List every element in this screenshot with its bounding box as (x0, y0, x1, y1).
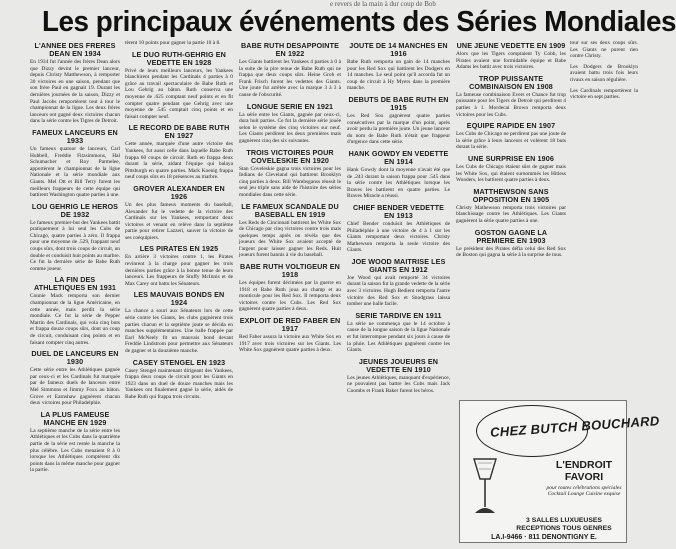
article-body: Red Faber assura la victoire aux White Sox en 1917 avec trois victoires sur les Giants. Les White Sox gagnèrent quatre parties à deux. (239, 334, 341, 354)
article-body: En 1934 fut l'année des frères Dean alors que Dizzy devint le premier lanceur, depuis Christy Matthewson, à remporter 30 victoires en une saison, pendant que son frère Paul en gagnait 19. Durant les dernières journées de la saison, Dizzy et Paul Jacobs remportèrent tout à tour le championnat de la ligue. Les deux frères lanceurs ont gagné deux victoires chacun dans la série contre les Tigres de Detroit. (30, 59, 120, 125)
ad-top-text: CHEZ (489, 422, 528, 440)
article-body: Babe Ruth remporta un gain de 14 manches pour les Red Sox qui battirent les Dodgers en 14 manches. Le seul point qu'il accorda fut un coup de circuit à Hy Myers dans la première manche. (347, 59, 450, 92)
article (347, 150, 450, 200)
article-title: LE FAMEUX SCANDALE DU BASEBALL EN 1919 (241, 201, 339, 219)
article-body: Un des plus fameux moments du baseball, Alexander fut le vedette de la victoire des Cardinals sur les Yankees, remportant deux victoires et venant en relève dans la septième partie pour retirer Lazzeri, sauver la victoire de ses coéquipiers. (125, 201, 233, 241)
article-body: Les Giants battirent les Yankees 4 parties à 0 à la suite de la pire tenue de Babe Ruth qui ne frappa que deux coups sûrs. Heine Groh et Frank Frisch furent les vedettes des Giants. Une joute fut arrêtée avec la marque 3 à 3 à cause de l'obscurité. (239, 59, 341, 98)
article (347, 258, 450, 308)
article-title: MATTHEWSON SANS OPPOSITION EN 1905 (472, 186, 550, 204)
column-1 (30, 40, 120, 478)
article (125, 51, 233, 121)
article (347, 96, 450, 146)
column-4 (347, 40, 450, 399)
article-title: LES MAUVAIS BONDS EN 1924 (133, 290, 225, 308)
article-title: TROIS VICTOIRES POUR COVELESKIE EN 1920 (246, 147, 334, 165)
article (30, 411, 120, 474)
article-title: CHIEF BENDER VEDETTE EN 1913 (352, 202, 445, 220)
article-body: Chief Bender conduisit les Athlétiques de Philadelphie à une victoire de 4 à 1 sur les Giants remportant deux victoires. Christy Mathewson remporta la seule victoire des Giants. (347, 220, 450, 254)
article (456, 42, 566, 71)
article-body: Privé de leurs meilleurs lanceurs, les Yankees blanchirent pendant les Cardinals 4 parties à 0 grâce au travail spectaculaire de Babe Ruth et Lou Gehrig au bâton. Ruth conserva une moyenne de .625 comptant neuf points et en fit compter quatre pendant que Gehrig avec une moyenne de .545 comptait cinq points et en faisait compter neuf. (125, 67, 233, 120)
article (456, 75, 566, 118)
article-body: Cette année, marquée d'une autre victoire des Yankees, fut aussi celle dans laquelle Babe Ruth frappa 60 coups de circuit. Ruth en frappa deux durant la série, aidant l'équipe qui balaya Pittsburgh en quatre parties. Mark Koenig frappa neuf coups sûrs en 18 présences au marbre. (125, 141, 233, 181)
article (30, 276, 120, 346)
article-title: LA PLUS FAMEUSE MANCHE EN 1929 (40, 409, 110, 427)
article-body: Les jeunes Athlétiques, manquant d'expérience, ne pouvaient pas battre les Cubs mais Jack Coombs et Frank Baker furent les héros. (347, 374, 450, 394)
article-body: Hank Gowdy dont la moyenne n'avait été que de .243 durant la saison frappa pour .545 dans la série contre les Athlétiques lorsque les Braves les battirent en quatre parties. Le Braves Miracle a réussi. (347, 166, 450, 200)
article-title: TROP PUISSANTE COMBINAISON EN 1908 (469, 73, 553, 91)
article-body: Le président des Pirates défia celui des Red Sox de Boston qui gagna la série à la surprise de tous. (456, 245, 566, 259)
article-body: La chance a souri aux Sénateurs lors de cette série contre les Giants, les clubs gagnèrent trois parties chacun et la septième joute se décida en manches supplémentaires. Une balle frappée par Earl McNeely fit un mauvais bond devant Freddie Lindstrom pour permettre aux Sénateurs de gagner et la douzième manche. (125, 308, 233, 354)
article-body: Alors que les Tigers comptaient Ty Cobb, les Pirates avaient une formidable équipe et Babe Adams les battit avec trois victoires. (456, 51, 566, 71)
article (30, 42, 120, 125)
article-body: Un fameux quatuor de lanceurs, Carl Hubbell, Freddie Fitzsimmons, Hal Schumacher et Roy Parmelee, apportèrent le championnat de la ligue Nationale et la série mondiale aux Giants. Mel Ott et Bill Terry furent les meilleurs frappeurs de cette équipe qui battirent Washington quatre parties à une. (30, 145, 120, 199)
article (239, 203, 341, 260)
column-5 (456, 40, 566, 263)
article-body: La fameuse combinaison Evers et Chance fut trop puissante pour les Tigers de Detroit qui perdirent 4 parties à 1. Mordecai Brown remporta deux victoires pour les Cubs. (456, 91, 566, 118)
article (347, 312, 450, 354)
article (570, 40, 638, 60)
article-title: DEBUTS DE BABE RUTH EN 1915 (348, 94, 449, 112)
article (125, 359, 233, 401)
article-title: JOE WOOD MAITRISE LES GIANTS EN 1912 (351, 256, 446, 274)
article (239, 42, 341, 99)
article-title: BABE RUTH VOLTIGEUR EN 1918 (240, 262, 340, 280)
article-title: JEUNES JOUEURS EN VEDETTE EN 1910 (358, 356, 439, 374)
article-title: LE RECORD DE BABE RUTH EN 1927 (128, 123, 230, 141)
article (30, 350, 120, 407)
article-body: Casey Stengel maintenant dirigeant des Yankees, frappa deux coups de circuit pour les Giants en 1923 dans un duel de douze manches mais les Yankees ont finalement gagné la série, aidés de Babe Ruth qui frappa trois circuits. (125, 367, 233, 400)
article (347, 204, 450, 254)
ad-phone: LA.I-9466 · 811 DENONTIGNY E. (491, 534, 597, 541)
article-title: LE DUO RUTH-GEHRIG EN VEDETTE EN 1928 (132, 49, 226, 67)
article (125, 291, 233, 354)
article (239, 103, 341, 145)
article (456, 188, 566, 225)
article (125, 40, 233, 47)
article-title: LES PIRATES EN 1925 (139, 244, 219, 254)
article-title: GROVER ALEXANDER EN 1926 (133, 183, 225, 201)
article (570, 88, 638, 101)
article-body: Connie Mack remporta son dernier championnat de la ligue Américaine, en cette année, mais perdit la série mondiale. Ce fut la série de Pepper Martin des Cardinals, qui vola cinq buts et frappa douze coups sûrs, dont un coup de circuit, conduisant cinq points et en faisant compter cinq autres. (30, 293, 120, 346)
article (125, 185, 233, 242)
article-title: EQUIPE RAPIDE EN 1907 (466, 121, 556, 131)
article-title: HANK GOWDY EN VEDETTE EN 1914 (348, 148, 449, 166)
article-title: UNE JEUNE VEDETTE EN 1909 (456, 41, 566, 50)
article-title: SERIE TARDIVE EN 1911 (355, 310, 442, 320)
article-title: DUEL DE LANCEURS EN 1930 (31, 349, 119, 367)
article-body: tèrent 10 points pour gagner la partie 10 à 8. (125, 40, 221, 46)
article (30, 203, 120, 273)
article-title: EXPLOIT DE RED FABER EN 1917 (239, 316, 341, 334)
article-body: Stan Coveleskie gagna trois victoires pour les Indians de Cleveland qui battirent Brooklyn cinq parties à deux. Bill Wambsganss réussit le seul jeu triple sans aide de l'histoire des séries mondiales dans cette série. (239, 165, 341, 198)
article-body: La série entre les Giants, gagnée par ceux-ci, dura huit parties. Ce fut la dernière série jouée selon le système des cinq victoires sur neuf. Les Giants perdirent les deux premières mais gagnèrent cinq des six suivantes. (239, 111, 341, 144)
article (456, 122, 566, 151)
column-2 (125, 40, 233, 405)
article-title: UNE SURPRISE EN 1906 (468, 153, 554, 163)
article (347, 42, 450, 92)
article (30, 129, 120, 199)
clipped-edge-text: e revers de la main à dur coup de Bob (330, 0, 436, 8)
article (456, 155, 566, 184)
article-title: CASEY STENGEL EN 1923 (132, 357, 226, 367)
article-title: JOUTE DE 14 MANCHES EN 1916 (349, 41, 448, 58)
article-title: FAMEUX LANCEURS EN 1933 (32, 127, 118, 145)
article-title: L'ANNEE DES FRERES DEAN EN 1934 (34, 41, 116, 58)
article-body: La septième manche de la série entre les Athlétiques et les Cubs dans la quatrième partie de la série est restée la manche la plus célèbre. Les Cubs menaient 8 à 0 lorsque les Athlétiques comptèrent dix points dans la même manche pour gagner la partie. (30, 427, 120, 474)
article (239, 263, 341, 313)
ad-brand-name: BUTCH BOUCHARD (530, 413, 660, 438)
article (456, 229, 566, 259)
ad-subtext: pour toutes célébrations spéciales Cocktail Lounge Cuisine exquise (546, 485, 622, 498)
article (125, 245, 233, 287)
article-body: Christy Mathewson remporta trois victoires par blanchissage contre les Athlétiques. Les Giants gagnèrent la série quatre parties à une. (456, 204, 566, 224)
article-body: La série ne commença que le 14 octobre à cause de la longue saison de la ligue Nationale et fut interrompue pendant six jours à cause de la pluie. Les Athlétiques gagnèrent contre les Giants. (347, 320, 450, 354)
article (570, 64, 638, 84)
article-body: Les équipes furent décimées par la guerre en 1918 et Babe Ruth joua au champ et au monticule pour les Red Sox. Il remporta deux victoires contre les Cubs. Les Red Sox gagnèrent quatre parties à deux. (239, 280, 341, 313)
article-body: Les Red Sox gagnèrent quatre parties consécutives par la marque d'un point, après avoir perdu la première joute. Un jeune lanceur du nom de Babe Ruth n'était que frappeur d'urgence dans cette série. (347, 112, 450, 146)
article-title: LOU GEHRIG LE HEROS DE 1932 (31, 201, 119, 219)
article-body: Cette série entre les Athlétiques gagnée par ceux-ci et les Cardinals fut marquée par de fameux duels de lanceurs entre Mel Simmons et Jimmy Foxx au bâton. Grove et Earnshaw gagnèrent chacun deux victoires pour Philadelphie. (30, 367, 120, 407)
article-body: Les Cubs de Chicago ne perdirent pas une joute de la série grâce à leurs lanceurs et volèrent 18 buts durant la série. (456, 131, 566, 151)
advertisement (459, 400, 660, 543)
article-body: Les Dodgers de Brooklyn avaient battu trois fois leurs rivaux en saison régulière. (570, 63, 638, 83)
article-body: Les Reds de Cincinnati battirent les White Sox de Chicago par cinq victoires contre trois mais quelques temps après on révéla que des joueurs des White Sox avaient accepté de l'argent pour laisser gagner les Reds. Huit joueurs furent bannis à vie du baseball. (239, 219, 341, 259)
article-body: Joe Wood qui avait remporté 34 victoires durant la saison fut la grande vedette de la série avec 3 victoires. Hugh Bedient remporta l'autre victoire des Red Sox et Snodgrass laissa tomber une balle facile. (347, 274, 450, 308)
article-body: Le fameux premier-but des Yankees battit pratiquement à lui seul les Cubs de Chicago, quatre parties à zéro. Il frappa pour une moyenne de .529, frappant neuf coups sûrs, dont trois coups de circuit, un double et conduisit huit points au marbre. Ce fut la dernière série de Babe Ruth comme joueur. (30, 219, 121, 272)
article-body: En arrière 3 victoires contre 1, les Pirates revinrent à la charge pour gagner les trois dernières parties grâce à la bonne tenue de leurs lanceurs. Les frappeurs de Stuffy McInnis et de Max Carey ont battu les Sénateurs. (125, 254, 233, 287)
ad-headline: L'ENDROIT FAVORI (555, 459, 613, 483)
page-headline: Les principaux événements des Séries Mondiales (42, 6, 676, 38)
ad-rooms: 3 SALLES LUXUEUSES RECEPTIONS TOUS GENRES (516, 517, 612, 532)
article-body: Les Cubs de Chicago étaient sûrs de gagner mais les White Sox, qui étaient surnommés les Hitless Wonders, les battirent quatre parties à deux. (456, 163, 566, 184)
article (239, 149, 341, 199)
article-title: LA FIN DES ATHLETIQUES EN 1931 (33, 275, 117, 293)
article (239, 317, 341, 354)
article-title: LONGUE SERIE EN 1921 (246, 101, 334, 111)
column-6 (570, 40, 638, 105)
article-title: BABE RUTH DESAPPOINTE EN 1922 (241, 41, 339, 58)
lamp-illustration (468, 449, 502, 519)
column-3 (239, 40, 341, 358)
article-body: Les Cardinals remportèrent la victoire en sept parties. (570, 87, 638, 101)
article-title: GOSTON GAGNE LA PREMIERE EN 1903 (474, 227, 548, 245)
article (347, 358, 450, 395)
article-body: tour sur ses deux coups sûrs. Les Giants ne purent rien contre Christy. (570, 40, 638, 60)
article (125, 124, 233, 181)
